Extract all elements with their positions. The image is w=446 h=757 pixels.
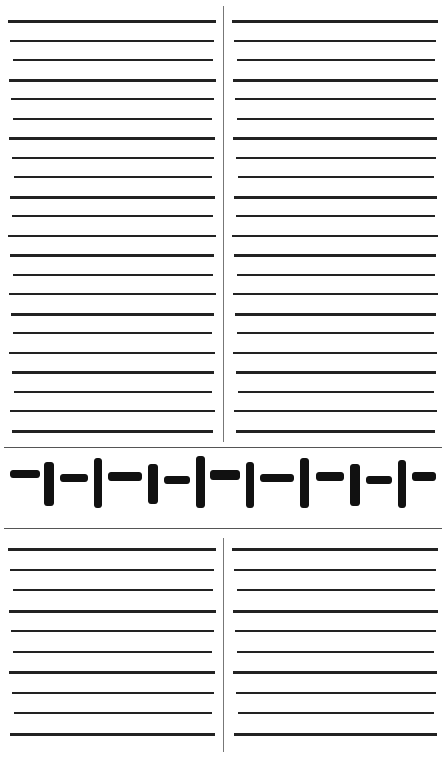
banner-calligraphy-stroke bbox=[210, 470, 240, 480]
verse-line bbox=[9, 352, 215, 354]
banner-calligraphy-stroke bbox=[164, 476, 190, 484]
verse-line bbox=[10, 254, 214, 257]
verse-line bbox=[234, 196, 437, 199]
verse-line bbox=[237, 118, 434, 120]
verse-line bbox=[237, 332, 434, 334]
banner-calligraphy-stroke bbox=[44, 462, 54, 506]
verse-line bbox=[14, 391, 212, 393]
verse-line bbox=[9, 137, 215, 140]
verse-line bbox=[233, 79, 438, 82]
banner-calligraphy-stroke bbox=[60, 474, 88, 482]
verse-line bbox=[12, 692, 214, 694]
upper-column-divider bbox=[223, 6, 224, 442]
verse-line bbox=[236, 371, 436, 374]
verse-line bbox=[13, 651, 212, 653]
verse-line bbox=[10, 196, 215, 199]
verse-line bbox=[11, 313, 214, 316]
verse-line bbox=[232, 20, 438, 23]
verse-line bbox=[9, 79, 216, 82]
lower-column-divider bbox=[223, 538, 224, 752]
verse-line bbox=[11, 98, 214, 100]
verse-line bbox=[14, 176, 212, 178]
banner-calligraphy-stroke bbox=[350, 464, 360, 506]
verse-line bbox=[10, 733, 215, 736]
verse-line bbox=[238, 391, 434, 393]
banner-calligraphy-stroke bbox=[246, 462, 254, 508]
banner-calligraphy-stroke bbox=[260, 474, 294, 482]
verse-line bbox=[10, 569, 214, 571]
banner-calligraphy-stroke bbox=[300, 458, 309, 508]
banner-calligraphy-stroke bbox=[366, 476, 392, 484]
verse-line bbox=[236, 157, 436, 159]
verse-line bbox=[234, 733, 437, 736]
verse-line bbox=[232, 548, 438, 551]
banner-calligraphy-stroke bbox=[412, 472, 436, 481]
banner-calligraphy-stroke bbox=[196, 456, 205, 508]
verse-line bbox=[235, 630, 436, 632]
verse-line bbox=[12, 215, 213, 217]
verse-line bbox=[9, 671, 215, 674]
verse-line bbox=[234, 254, 436, 257]
verse-line bbox=[236, 692, 436, 694]
verse-line bbox=[232, 235, 438, 237]
verse-line bbox=[233, 610, 438, 613]
verse-line bbox=[13, 274, 213, 276]
verse-line bbox=[12, 157, 214, 159]
verse-line bbox=[233, 671, 437, 674]
verse-line bbox=[10, 410, 215, 412]
verse-line bbox=[8, 548, 216, 551]
verse-line bbox=[237, 589, 435, 591]
verse-line bbox=[13, 59, 213, 61]
verse-line bbox=[234, 40, 436, 42]
verse-line bbox=[11, 630, 214, 632]
verse-line bbox=[233, 137, 437, 140]
verse-line bbox=[12, 430, 213, 433]
verse-line bbox=[13, 589, 213, 591]
verse-line bbox=[238, 176, 434, 178]
verse-line bbox=[237, 651, 434, 653]
section-heading-banner bbox=[4, 452, 442, 522]
banner-calligraphy-stroke bbox=[108, 472, 142, 481]
banner-calligraphy-stroke bbox=[316, 472, 344, 481]
verse-line bbox=[13, 118, 212, 120]
banner-top-rule bbox=[4, 447, 442, 448]
banner-bottom-rule bbox=[4, 528, 442, 529]
banner-calligraphy-stroke bbox=[94, 458, 102, 508]
verse-line bbox=[236, 430, 435, 433]
verse-line bbox=[235, 313, 436, 316]
verse-line bbox=[233, 352, 437, 354]
verse-line bbox=[237, 274, 435, 276]
verse-line bbox=[13, 332, 212, 334]
verse-line bbox=[9, 293, 216, 295]
verse-line bbox=[10, 40, 214, 42]
verse-line bbox=[238, 712, 434, 714]
verse-line bbox=[233, 293, 438, 295]
verse-line bbox=[14, 712, 212, 714]
verse-line bbox=[12, 371, 214, 374]
verse-line bbox=[8, 20, 216, 23]
verse-line bbox=[237, 59, 435, 61]
verse-line bbox=[234, 410, 437, 412]
verse-line bbox=[235, 98, 436, 100]
verse-line bbox=[9, 610, 216, 613]
banner-calligraphy-stroke bbox=[10, 470, 40, 478]
verse-line bbox=[236, 215, 435, 217]
banner-calligraphy-stroke bbox=[398, 460, 406, 508]
banner-calligraphy-stroke bbox=[148, 464, 158, 504]
verse-line bbox=[8, 235, 216, 237]
verse-line bbox=[234, 569, 436, 571]
